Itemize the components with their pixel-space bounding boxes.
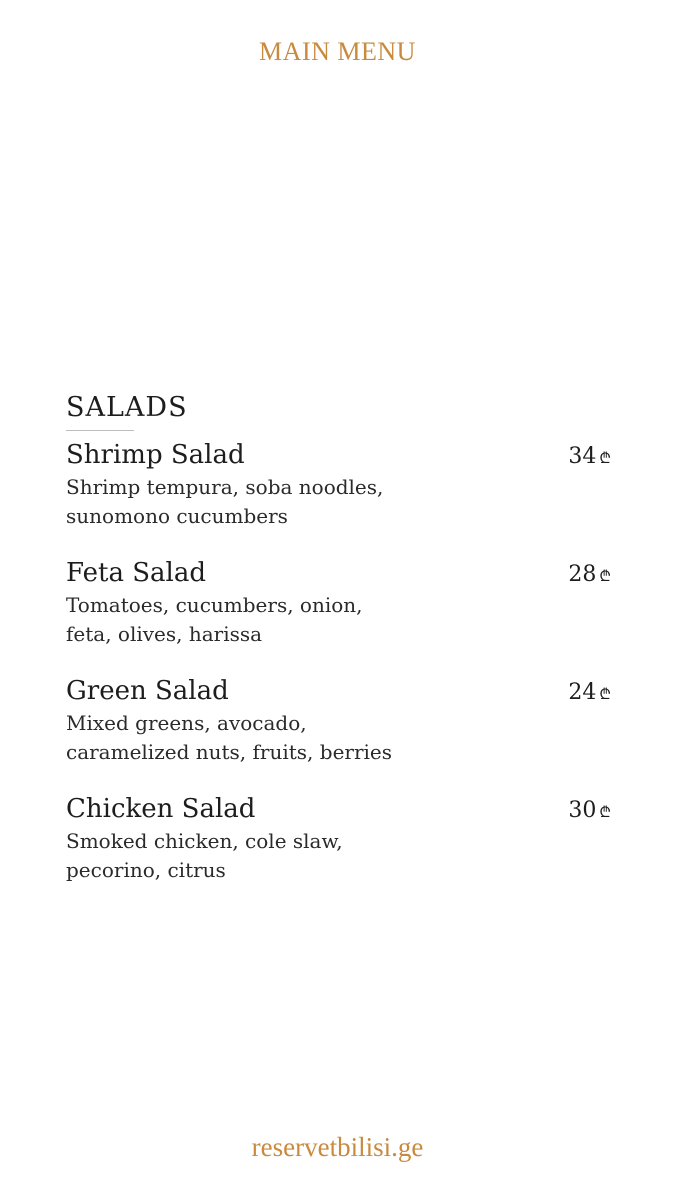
item-name: Shrimp Salad	[66, 440, 245, 470]
item-description: Shrimp tempura, soba noodles, sunomono cucumbers	[66, 475, 384, 528]
section-divider	[66, 430, 134, 431]
item-description: Mixed greens, avocado, caramelized nuts, fruits, berries	[66, 711, 393, 764]
menu-item-shrimp-salad	[66, 437, 611, 531]
menu-item-green-salad	[66, 673, 611, 767]
item-price: 28 ₾	[568, 562, 611, 587]
item-name: Chicken Salad	[66, 794, 256, 824]
lari-currency-icon: ₾	[599, 449, 611, 467]
item-price: 24 ₾	[568, 680, 611, 705]
lari-currency-icon: ₾	[599, 803, 611, 821]
section-title: SALADS	[66, 392, 188, 423]
salads-section	[66, 388, 611, 909]
main-menu-link[interactable]: MAIN MENU	[259, 37, 416, 66]
item-name: Feta Salad	[66, 558, 206, 588]
website-link[interactable]: reservetbilisi.ge	[251, 1132, 424, 1162]
menu-item-feta-salad	[66, 555, 611, 649]
item-description: Tomatoes, cucumbers, onion, feta, olives, harissa	[66, 593, 363, 646]
lari-currency-icon: ₾	[599, 567, 611, 585]
lari-currency-icon: ₾	[599, 685, 611, 703]
item-name: Green Salad	[66, 676, 229, 706]
item-description: Smoked chicken, cole slaw, pecorino, citrus	[66, 829, 343, 882]
item-price: 34 ₾	[568, 444, 611, 469]
menu-item-chicken-salad	[66, 791, 611, 885]
item-price: 30 ₾	[568, 798, 611, 823]
